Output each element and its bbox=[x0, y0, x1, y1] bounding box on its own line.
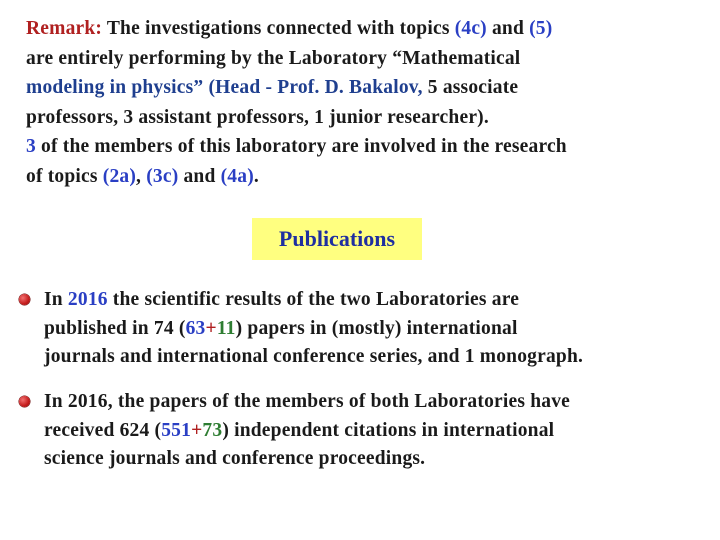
remark-paragraph bbox=[26, 14, 696, 191]
remark-text: of topics bbox=[26, 165, 103, 187]
bullet-text: In bbox=[44, 289, 68, 310]
plus-sign: + bbox=[205, 317, 217, 339]
remark-line-1 bbox=[26, 14, 696, 44]
count-lab-1: 551 bbox=[161, 419, 192, 441]
bullet-line bbox=[44, 417, 704, 446]
bullet-text: received 624 ( bbox=[44, 419, 162, 441]
remark-text: and bbox=[486, 18, 530, 39]
lab-head-text: modeling in physics” (Head - Prof. D. Bakalov, bbox=[26, 77, 423, 98]
bullet-line bbox=[44, 445, 704, 474]
topic-ref: (2a) bbox=[102, 165, 137, 187]
bullet-text: the scientific results of the two Laboratories are bbox=[107, 289, 520, 310]
bullet-text: ) independent citations in international bbox=[222, 419, 555, 441]
bullet-text: published in 74 ( bbox=[44, 317, 186, 339]
remark-text: are entirely performing by the Laboratory “Mathematical bbox=[26, 47, 521, 69]
bullet-line bbox=[44, 388, 704, 417]
remark-text: , bbox=[136, 165, 147, 187]
count-lab-2: 73 bbox=[202, 419, 223, 441]
bullet-line bbox=[44, 343, 704, 372]
remark-line-2 bbox=[26, 44, 696, 74]
bullet-item-citations bbox=[44, 388, 704, 474]
remark-line-3 bbox=[26, 73, 696, 103]
bullet-text: ) papers in (mostly) international bbox=[235, 317, 518, 339]
bullet-icon bbox=[19, 294, 30, 305]
remark-text: professors, 3 assistant professors, 1 junior researcher). bbox=[26, 106, 489, 128]
bullet-line bbox=[44, 286, 704, 315]
bullet-item-publications bbox=[44, 286, 704, 372]
plus-sign: + bbox=[191, 419, 203, 441]
bullet-text: In 2016, the papers of the members of both Laboratories have bbox=[44, 391, 571, 412]
topic-ref: (4c) bbox=[454, 18, 487, 39]
bullet-line bbox=[44, 315, 704, 344]
remark-text: . bbox=[253, 165, 259, 187]
bullet-icon bbox=[19, 396, 30, 407]
remark-line-5 bbox=[26, 132, 696, 162]
remark-text: The investigations connected with topics bbox=[102, 18, 455, 39]
remark-text: and bbox=[178, 165, 221, 187]
year-highlight: 2016 bbox=[67, 289, 108, 310]
topic-ref: (5) bbox=[529, 18, 553, 39]
topic-ref: (3c) bbox=[146, 165, 179, 187]
remark-text: of the members of this laboratory are involved in the research bbox=[35, 136, 567, 157]
remark-text: 5 associate bbox=[422, 77, 519, 98]
member-count: 3 bbox=[26, 136, 36, 157]
topic-ref: (4a) bbox=[220, 165, 254, 187]
count-lab-1: 63 bbox=[185, 317, 206, 339]
remark-line-4 bbox=[26, 103, 696, 133]
remark-line-6 bbox=[26, 162, 696, 192]
count-lab-2: 11 bbox=[216, 317, 236, 339]
remark-label: Remark: bbox=[26, 18, 103, 39]
publications-heading: Publications bbox=[252, 218, 422, 260]
bullet-text: science journals and conference proceedings. bbox=[44, 448, 426, 469]
bullet-text: journals and international conference series, and 1 monograph. bbox=[44, 346, 584, 367]
